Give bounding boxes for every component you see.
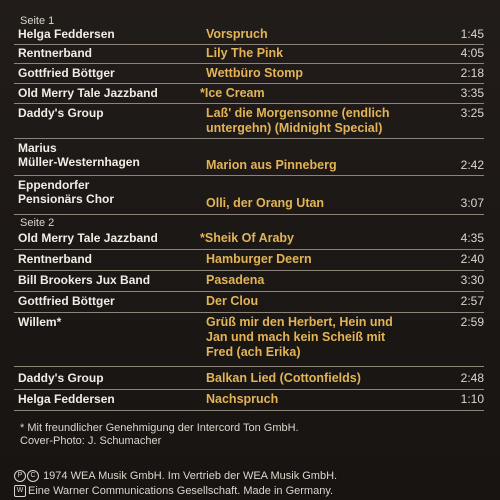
track-artist: Rentnerband	[18, 46, 93, 60]
track-title: Vorspruch	[206, 27, 268, 41]
track-title: Lily The Pink	[206, 46, 284, 60]
track-duration: 4:35	[460, 231, 484, 245]
track-duration: 4:05	[460, 46, 484, 60]
track-artist: Bill Brookers Jux Band	[18, 273, 151, 287]
track-artist: Helga Feddersen	[18, 392, 115, 406]
side-1-label: Seite 1	[20, 15, 55, 27]
track-artist: Gottfried Böttger	[18, 66, 115, 80]
copyright-text: 1974 WEA Musik GmbH. Im Vertrieb der WEA Musik GmbH.	[43, 470, 338, 482]
phonogram-p-icon: P	[14, 470, 26, 482]
footnote: * Mit freundlicher Genehmigung der Intercord Ton GmbH. Cover-Photo: J. Schumacher	[20, 422, 299, 447]
divider	[14, 389, 484, 390]
track-duration: 2:18	[460, 66, 484, 80]
track-duration: 1:45	[460, 27, 484, 41]
side-2-label: Seite 2	[20, 217, 55, 229]
track-title: Laß' die Morgensonne (endlich untergehn) (Midnight Special)	[206, 106, 390, 135]
copyright-text-2: Eine Warner Communications Gesellschaft. Made in Germany.	[28, 485, 334, 497]
track-artist: Old Merry Tale Jazzband	[18, 86, 158, 100]
divider	[14, 175, 484, 176]
track-artist: Eppendorfer Pensionärs Chor	[18, 178, 115, 206]
track-duration: 3:07	[460, 196, 484, 210]
copyright-c-icon: C	[27, 470, 39, 482]
track-duration: 2:42	[460, 158, 484, 172]
divider	[14, 214, 484, 215]
divider	[14, 63, 484, 64]
divider	[14, 138, 484, 139]
track-artist: Willem*	[18, 315, 62, 329]
track-title: Balkan Lied (Cottonfields)	[206, 371, 361, 385]
divider	[14, 366, 484, 367]
track-duration: 3:25	[460, 106, 484, 120]
divider	[14, 291, 484, 292]
copyright-line-2	[14, 485, 494, 498]
track-artist: Daddy's Group	[18, 106, 104, 120]
divider	[14, 312, 484, 313]
track-artist: Gottfried Böttger	[18, 294, 115, 308]
divider	[14, 410, 484, 411]
track-artist: Rentnerband	[18, 252, 93, 266]
track-title: Grüß mir den Herbert, Hein und Jan und mach kein Scheiß mit Fred (ach Erika)	[206, 315, 393, 359]
track-artist: Daddy's Group	[18, 371, 104, 385]
track-title: *Sheik Of Araby	[200, 231, 295, 245]
track-duration: 2:48	[460, 371, 484, 385]
track-title: Hamburger Deern	[206, 252, 312, 266]
track-title: Der Clou	[206, 294, 259, 308]
track-duration: 1:10	[460, 392, 484, 406]
track-artist: Marius Müller-Westernhagen	[18, 141, 140, 169]
divider	[14, 83, 484, 84]
track-title: Marion aus Pinneberg	[206, 158, 337, 172]
copyright-line-1	[14, 470, 494, 483]
track-duration: 2:57	[460, 294, 484, 308]
warner-logo-icon: W	[14, 485, 26, 497]
track-title: Pasadena	[206, 273, 265, 287]
track-duration: 2:59	[460, 315, 484, 329]
track-duration: 3:35	[460, 86, 484, 100]
track-title: Nachspruch	[206, 392, 279, 406]
divider	[14, 103, 484, 104]
divider	[14, 270, 484, 271]
track-duration: 2:40	[460, 252, 484, 266]
track-title: Wettbüro Stomp	[206, 66, 303, 80]
track-artist: Helga Feddersen	[18, 27, 115, 41]
divider	[14, 249, 484, 250]
track-title: Olli, der Orang Utan	[206, 196, 325, 210]
track-artist: Old Merry Tale Jazzband	[18, 231, 158, 245]
track-duration: 3:30	[460, 273, 484, 287]
divider	[14, 44, 484, 45]
track-title: *Ice Cream	[200, 86, 265, 100]
